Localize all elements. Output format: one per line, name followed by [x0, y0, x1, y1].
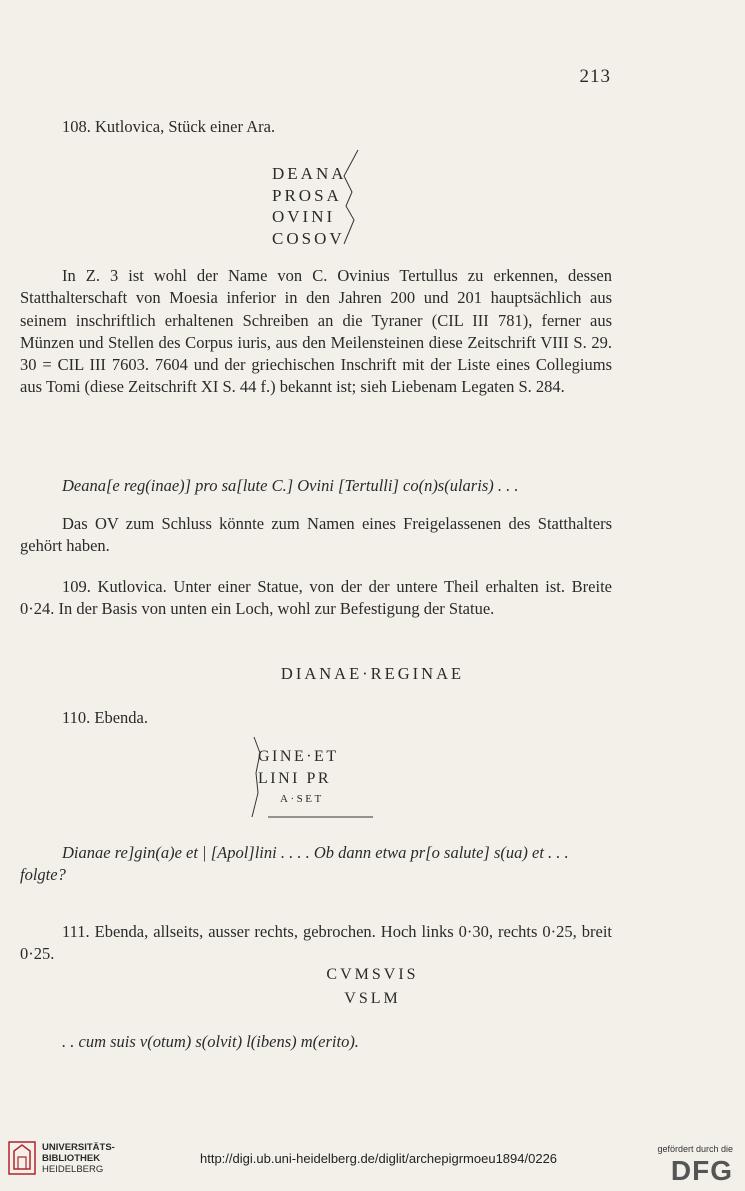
break-line-icon [338, 148, 364, 248]
break-line-icon [248, 735, 378, 825]
entry-108-inscription [272, 163, 347, 249]
entry-111-inscription-line1: CVMSVIS [326, 966, 419, 983]
entry-108-heading: 108. Kutlovica, Stück einer Ara. [62, 117, 276, 136]
inscription-line: PROSA [272, 185, 342, 205]
inscription-line: OVINI [272, 207, 336, 226]
library-name-line: BIBLIOTHEK [42, 1153, 101, 1164]
inscription-line: A·SET [280, 793, 324, 805]
inscription-line: LINI PR [258, 769, 332, 787]
page-number: 213 [579, 66, 611, 87]
digitization-footer [0, 1131, 745, 1191]
inscription-line: COSOV [272, 228, 345, 248]
entry-110-reading: Dianae re]gin(a)e et | [Apol]lini . . . . Ob dann etwa pr[o salute] s(ua) et . . . folgte? [20, 843, 569, 885]
entry-109-heading: 109. Kutlovica. Unter einer Statue, von der der untere Theil erhalten ist. Breite 0·24. In der Basis von unten ein Loch, wohl zur Befestigung der Statue. [20, 577, 612, 619]
entry-108-commentary: In Z. 3 ist wohl der Name von C. Ovinius Tertullus zu erkennen, dessen Statthalterschaft von Moesia inferior in den Jahren 200 und 201 hauptsächlich aus seinem inschriftlich erhaltenen Schreiben an die Tyraner (CIL III 781), ferner aus Münzen und Stellen des Corpus iuris, aus den Meilensteinen diese Zeitschrift VIII S. 29. 30 = CIL III 7603. 7604 und der griechischen Inschrift mit der Liste eines Collegiums aus Tomi (diese Zeitschrift XI S. 44 f.) bekannt ist; sieh Liebenam Legaten S. 284. [20, 266, 612, 397]
entry-111-heading: 111. Ebenda, allseits, ausser rechts, gebrochen. Hoch links 0·30, rechts 0·25, breit 0·25. [20, 922, 612, 964]
funder-logo: DFG [670, 1155, 733, 1186]
entry-109-inscription: DIANAE·REGINAE [280, 664, 465, 683]
entry-111-inscription-line2: VSLM [344, 990, 401, 1007]
inscription-line: DEANA [272, 164, 347, 183]
entry-108-reading: Deana[e reg(inae)] pro sa[lute C.] Ovini [Tertulli] co(n)s(ularis) . . . [62, 476, 519, 495]
source-url-link[interactable]: http://digi.ub.uni-heidelberg.de/diglit/archepigrmoeu1894/0226 [200, 1151, 558, 1166]
library-name-line: HEIDELBERG [42, 1164, 104, 1175]
university-seal-icon [8, 1141, 36, 1175]
entry-110-heading: 110. Ebenda. [62, 708, 148, 727]
inscription-line: GINE·ET [258, 748, 339, 765]
library-name-line: UNIVERSITÄTS- [42, 1142, 115, 1153]
funder-note: gefördert durch die [657, 1144, 733, 1154]
entry-111-reading: . . cum suis v(otum) s(olvit) l(ibens) m(erito). [62, 1032, 359, 1051]
entry-108-note: Das OV zum Schluss könnte zum Namen eines Freigelassenen des Statthalters gehört haben. [20, 514, 612, 556]
library-name [42, 1142, 115, 1175]
